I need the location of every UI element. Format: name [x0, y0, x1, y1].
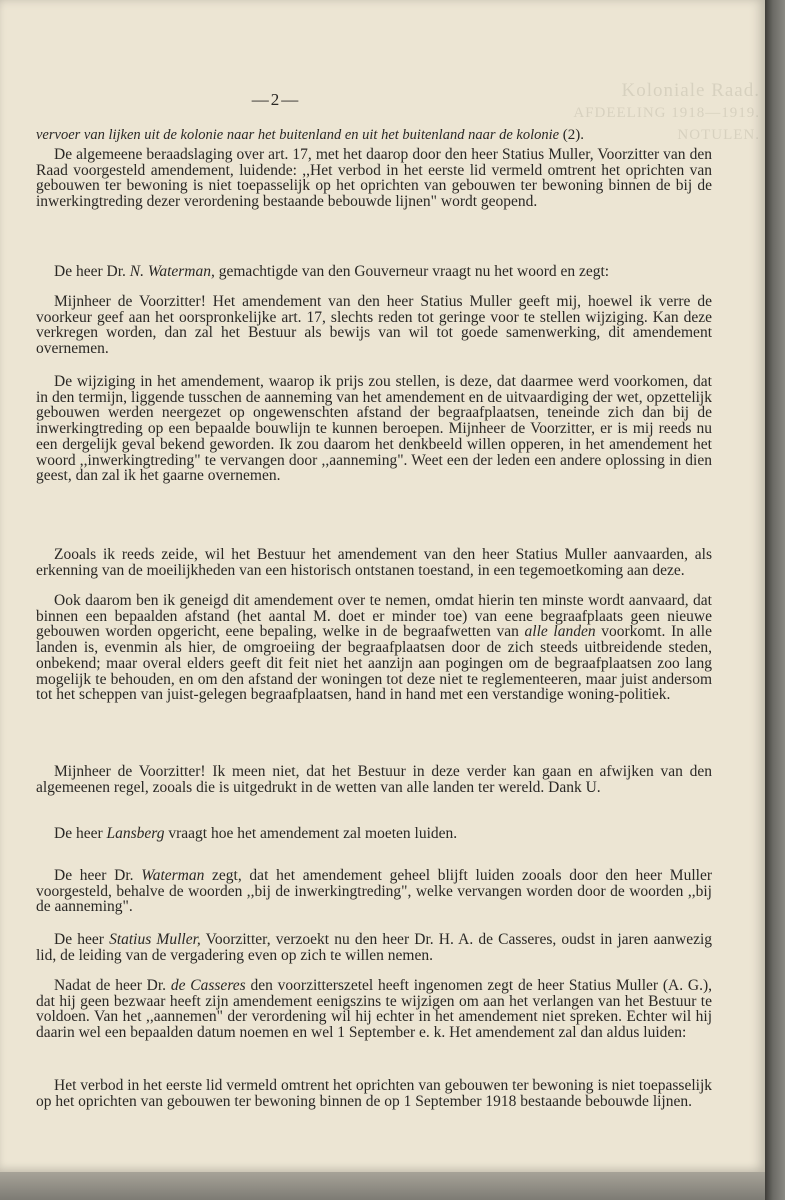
paragraph-1: De algemeene beraadslaging over art. 17, met het daarop door den heer Statius Muller, Voorzitter van den Raad voorgesteld amendement, luidende: ,,Het verbod in het eerste lid vermeld omtrent het oprichten van gebouwen ter bewoning is niet toepasselijk op het oprichten van gebouwen ter bewoning binnen de bij de inwerkingtreding dezer verordening bestaande bebouwde lijnen" wordt geopend. — [36, 146, 712, 211]
paragraph-10 — [36, 932, 712, 963]
paragraph-2 — [36, 264, 712, 280]
p6-post: voorkomt. In alle landen is, evenmin als hier, de omgroeiing der begraafplaatsen door de zich steeds uitbreidende steden, onbekend; maar overal elders geeft dit feit niet het aanzijn aan pogingen om de begraafplaatsen zoo lang mogelijk te behouden, en om den afstand der woningen tot deze niet te reglementeeren, maar juist andersom tot het scheppen van juist-gelegen begraafplaatsen, hand in hand met een verstandige woning-politiek. — [36, 623, 712, 704]
p2-pre: De heer Dr. — [54, 263, 130, 280]
p2-post: gemachtigde van den Gouverneur vraagt nu het woord en zegt: — [214, 263, 610, 280]
intro-ref: (2). — [562, 127, 584, 143]
paragraph-4: De wijziging in het amendement, waarop ik prijs zou stellen, is deze, dat daarmee werd voorkomen, dat in den termijn, liggende tusschen de aanneming van het amendement en de uitvaardiging der wet, opzettelijk gebouwen werden neergezet op ongewenschten afstand der begraafplaatsen, teneinde zich dan bij de inwerkingtreding op een bepaalde bouwlijn te kunnen beroepen. Mijnheer de Voorzitter, er is mij reeds nu een dergelijk geval bekend geworden. Ik zou daarom het denkbeeld willen opperen, in het amendement het woord ,,inwerkingtreding" te vervangen door ,,aanneming". Weet een der leden een andere oplossing in dien geest, dan zal ik het gaarne overnemen. — [36, 373, 712, 485]
paragraph-8 — [36, 826, 712, 842]
paragraph-7: Mijnheer de Voorzitter! Ik meen niet, dat het Bestuur in deze verder kan gaan en afwijken van den algemeenen regel, zooals die is uitgedrukt in de wetten van alle landen ter wereld. Dank U. — [36, 763, 712, 796]
intro-line — [36, 128, 712, 143]
p8-pre: De heer — [54, 825, 107, 842]
p6-pre: Ook daarom ben ik geneigd dit amendement over te nemen, omdat hierin ten minste wordt aanvaard, dat binnen een bepaalden afstand (het aantal M. doet er minder toe) van eene begraafplaats geen nieuwe gebouwen worden opgericht, eene bepaling, welke in de begraafwetten van — [36, 592, 712, 641]
p2-speaker: N. Waterman, — [129, 263, 215, 280]
p11-pre: Nadat de heer Dr. — [54, 977, 171, 994]
p8-post: vraagt hoe het amendement zal moeten luiden. — [164, 825, 458, 842]
paragraph-9 — [36, 868, 712, 915]
p8-speaker: Lansberg — [106, 825, 165, 842]
p11-speaker: de Casseres — [170, 977, 246, 994]
p9-speaker: Waterman — [141, 867, 205, 884]
page-number: —2— — [251, 90, 301, 109]
p10-pre: De heer — [54, 931, 110, 948]
intro-text: vervoer van lijken uit de kolonie naar het buitenland en uit het buitenland naar de kolonie — [36, 127, 560, 143]
paragraph-12: Het verbod in het eerste lid vermeld omtrent het oprichten van gebouwen ter bewoning is niet toepasselijk op het oprichten van gebouwen ter bewoning binnen de op 1 September 1918 bestaande bebouwde lijnen. — [36, 1077, 712, 1110]
bleed-line-3: NOTULEN. — [677, 127, 760, 143]
bleed-line-2: AFDEELING 1918—1919. — [573, 105, 760, 121]
paragraph-11 — [36, 978, 712, 1041]
paragraph-6 — [36, 593, 712, 703]
p9-post: zegt, dat het amendement geheel blijft luiden zooals door den heer Muller voorgesteld, behalve de woorden ,,bij de inwerkingtreding", welke vervangen worden door de woorden ,,bij de aanneming". — [36, 867, 712, 916]
p6-emph: alle landen — [524, 623, 596, 641]
scan-edge-bottom — [0, 1172, 765, 1200]
paragraph-5: Zooals ik reeds zeide, wil het Bestuur het amendement van den heer Statius Muller aanvaarden, als erkenning van de moeilijkheden van een historisch ontstanen toestand, in een tegemoetkoming aan deze. — [36, 546, 712, 579]
scan-edge-right — [765, 0, 785, 1200]
bleed-line-1: Koloniale Raad. — [621, 80, 760, 101]
p9-pre: De heer Dr. — [54, 867, 142, 884]
paragraph-3: Mijnheer de Voorzitter! Het amendement van den heer Statius Muller geeft mij, hoewel ik verre de voorkeur geef aan het oorspronkelijke art. 17, slechts reden tot geringe voor te stellen wijziging. Kan deze verkregen worden, dan zal het Bestuur als bewijs van wil tot goede samenwerking, dit amendement overnemen. — [36, 293, 712, 358]
p10-post: Voorzitter, verzoekt nu den heer Dr. H. A. de Casseres, oudst in jaren aanwezig lid, de leiding van de vergadering even op zich te willen nemen. — [36, 931, 713, 964]
p11-post: den voorzitterszetel heeft ingenomen zegt de heer Statius Muller (A. G.), dat hij geen bezwaar heeft zijn amendement eenigszins te wijzigen om aan het verlangen van het Bestuur te voldoen. Van het ,,aannemen" der verordening wil hij echter in het amendement niet spreken. Echter wil hij daarin wel een bepaalden datum noemen en wel 1 September e. k. Het amendement zal dan aldus luiden: — [36, 977, 713, 1042]
p10-speaker: Statius Muller, — [109, 931, 201, 948]
